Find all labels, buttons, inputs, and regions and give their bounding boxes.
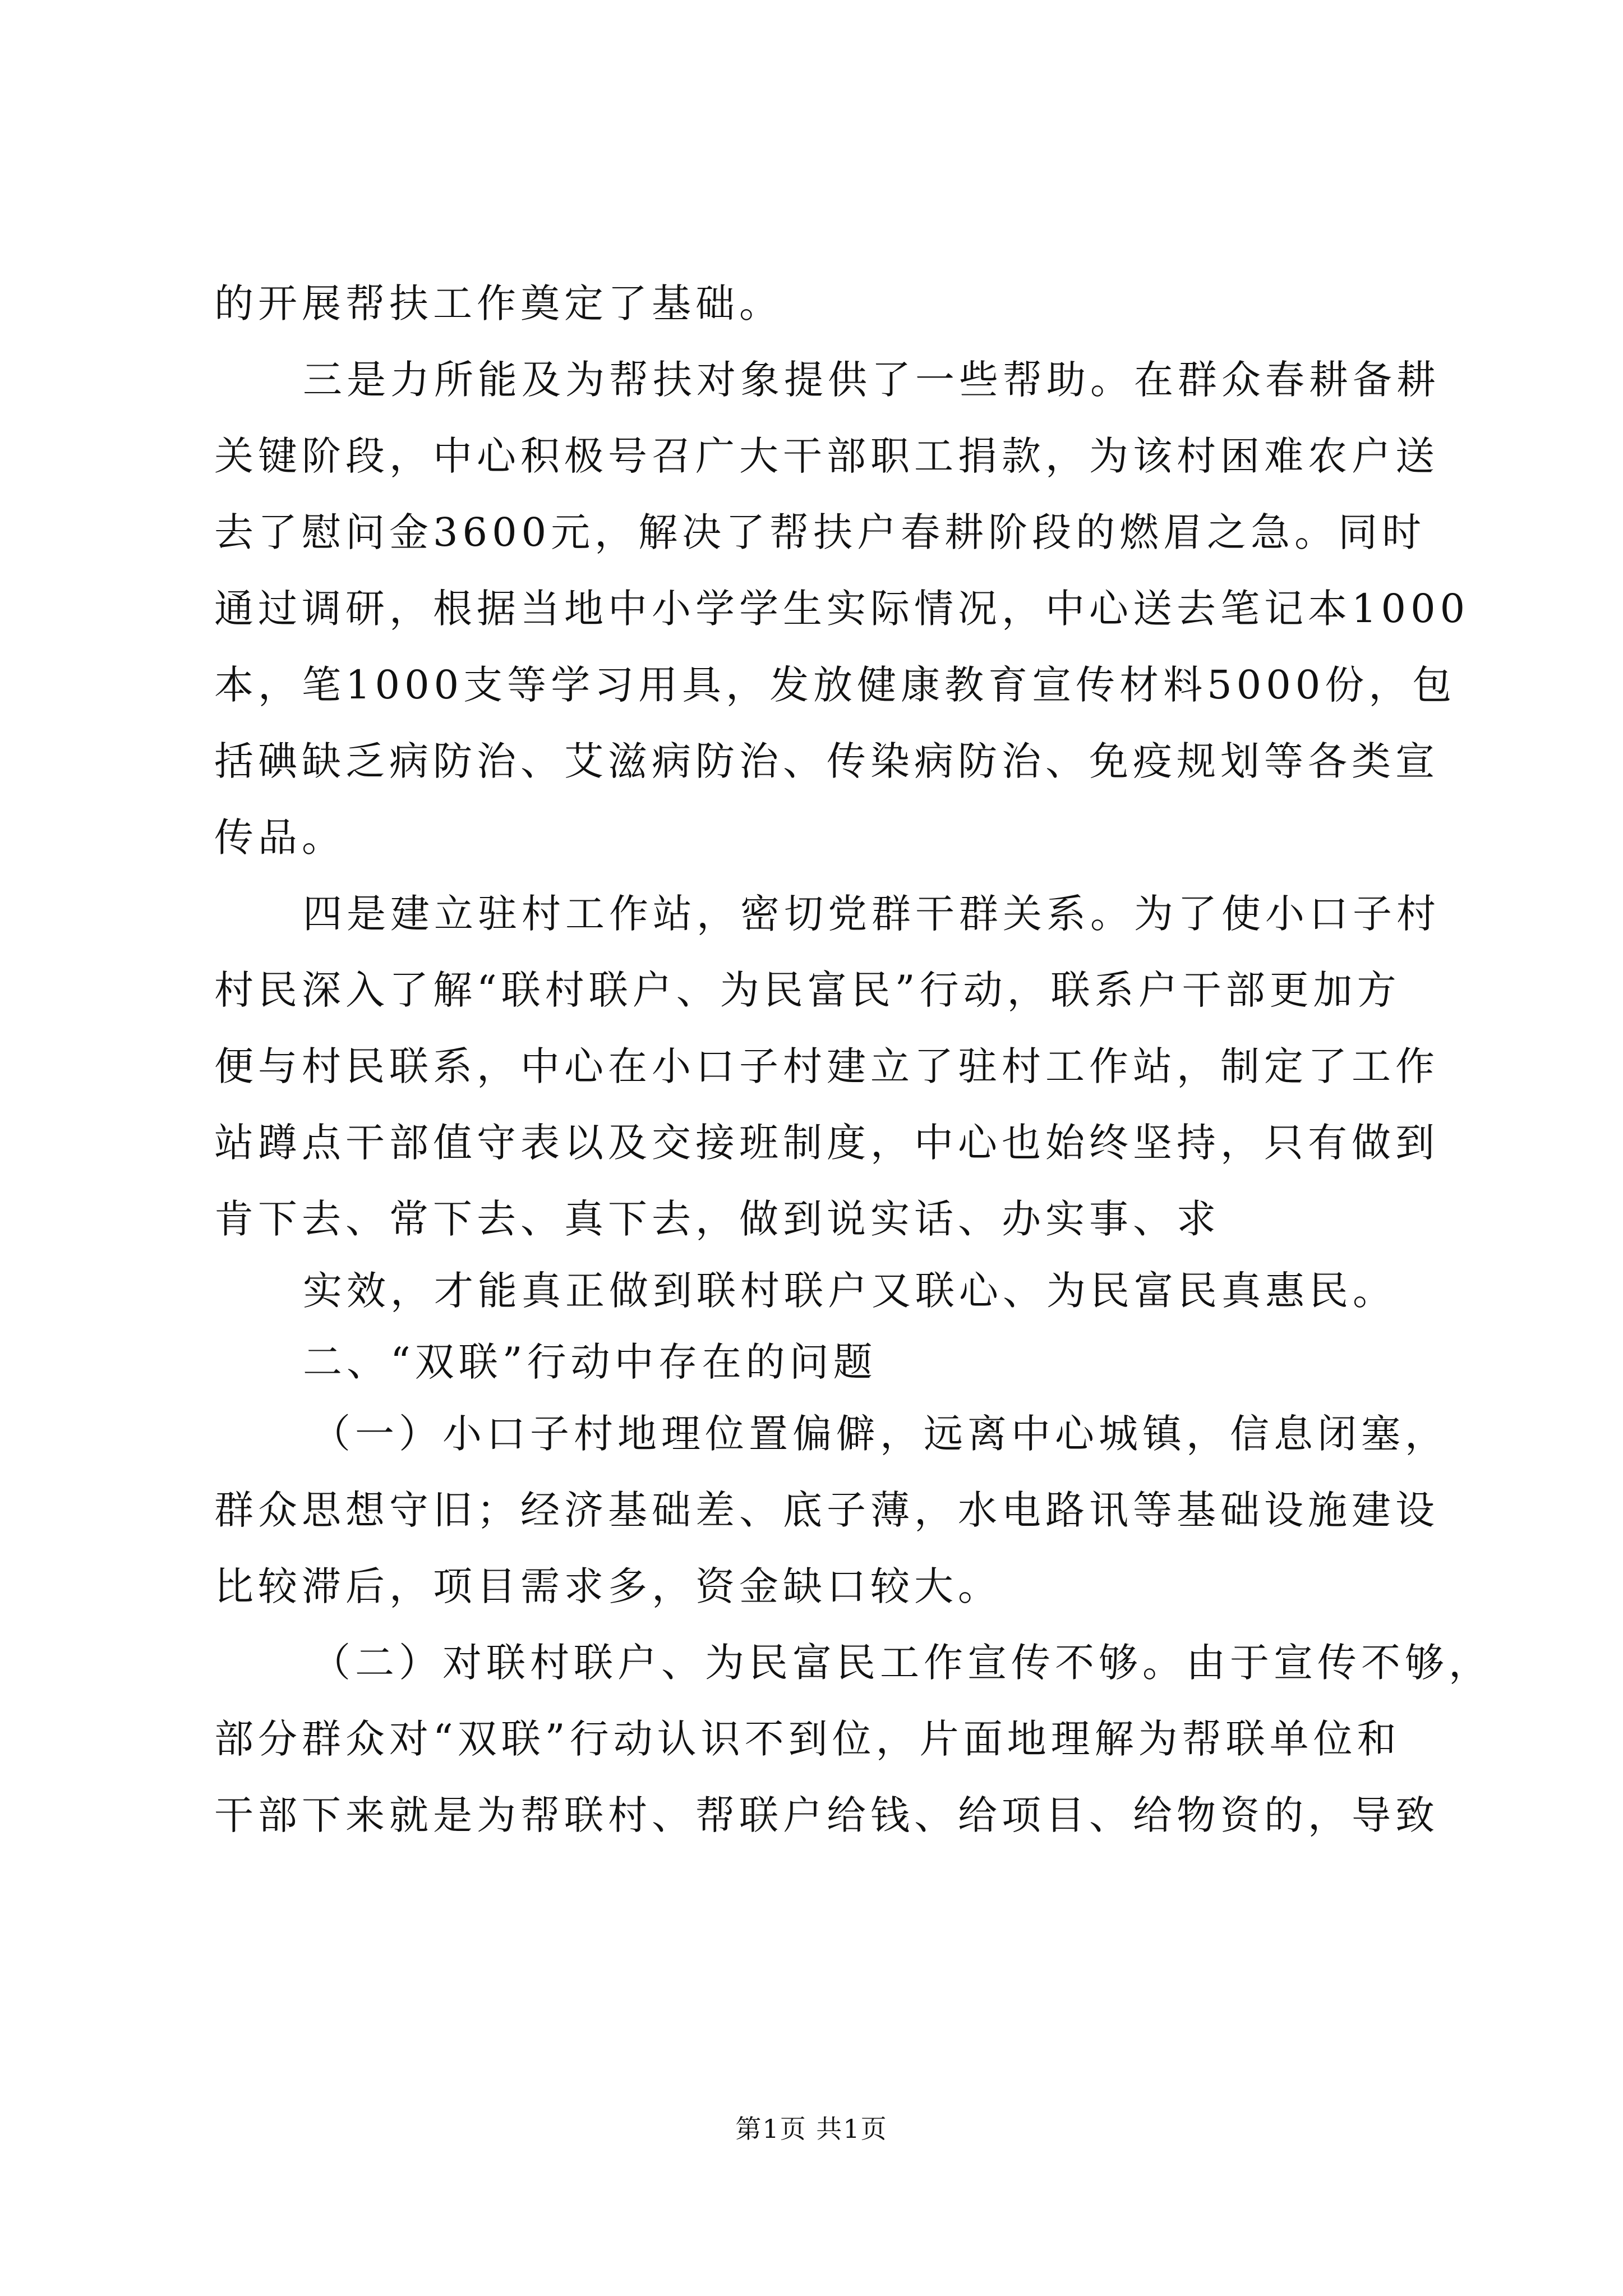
text-line-10: 村民深入了解“联村联户、为民富民”行动，联系户干部更加方	[214, 967, 1401, 1013]
text-line-18: 比较滞后，项目需求多，资金缺口较大。	[214, 1563, 1002, 1609]
text-line-8: 传品。	[214, 815, 345, 861]
text-line-11: 便与村民联系，中心在小口子村建立了驻村工作站，制定了工作	[214, 1043, 1439, 1089]
text-line-6: 本，笔1000支等学习用具，发放健康教育宣传材料5000份，包	[214, 662, 1456, 708]
text-line-12: 站蹲点干部值守表以及交接班制度，中心也始终坚持，只有做到	[214, 1120, 1439, 1166]
text-line-2: 三是力所能及为帮扶对象提供了一些帮助。在群众春耕备耕	[303, 357, 1440, 403]
text-line-16: （一）小口子村地理位置偏僻，远离中心城镇，信息闭塞，	[311, 1411, 1449, 1457]
page-footer: 第1页 共1页	[735, 2114, 888, 2144]
text-line-21: 干部下来就是为帮联村、帮联户给钱、给项目、给物资的，导致	[214, 1792, 1439, 1838]
text-line-20: 部分群众对“双联”行动认识不到位，片面地理解为帮联单位和	[214, 1716, 1401, 1762]
text-line-17: 群众思想守旧；经济基础差、底子薄，水电路讯等基础设施建设	[214, 1487, 1439, 1533]
text-line-4: 去了慰问金3600元，解决了帮扶户春耕阶段的燃眉之急。同时	[214, 509, 1426, 555]
text-line-19: （二）对联村联户、为民富民工作宣传不够。由于宣传不够，	[311, 1640, 1492, 1686]
text-line-7: 括碘缺乏病防治、艾滋病防治、传染病防治、免疫规划等各类宣	[214, 738, 1439, 784]
section-heading: 二、“双联”行动中存在的问题	[303, 1339, 877, 1385]
text-line-1: 的开展帮扶工作奠定了基础。	[214, 280, 783, 326]
text-line-3: 关键阶段，中心积极号召广大干部职工捐款，为该村困难农户送	[214, 433, 1439, 479]
text-line-13: 肯下去、常下去、真下去，做到说实话、办实事、求	[214, 1196, 1220, 1242]
text-line-14: 实效，才能真正做到联村联户又联心、为民富民真惠民。	[303, 1268, 1396, 1314]
text-line-5: 通过调研，根据当地中小学学生实际情况，中心送去笔记本1000	[214, 586, 1470, 632]
text-line-9: 四是建立驻村工作站，密切党群干群关系。为了使小口子村	[303, 891, 1440, 937]
